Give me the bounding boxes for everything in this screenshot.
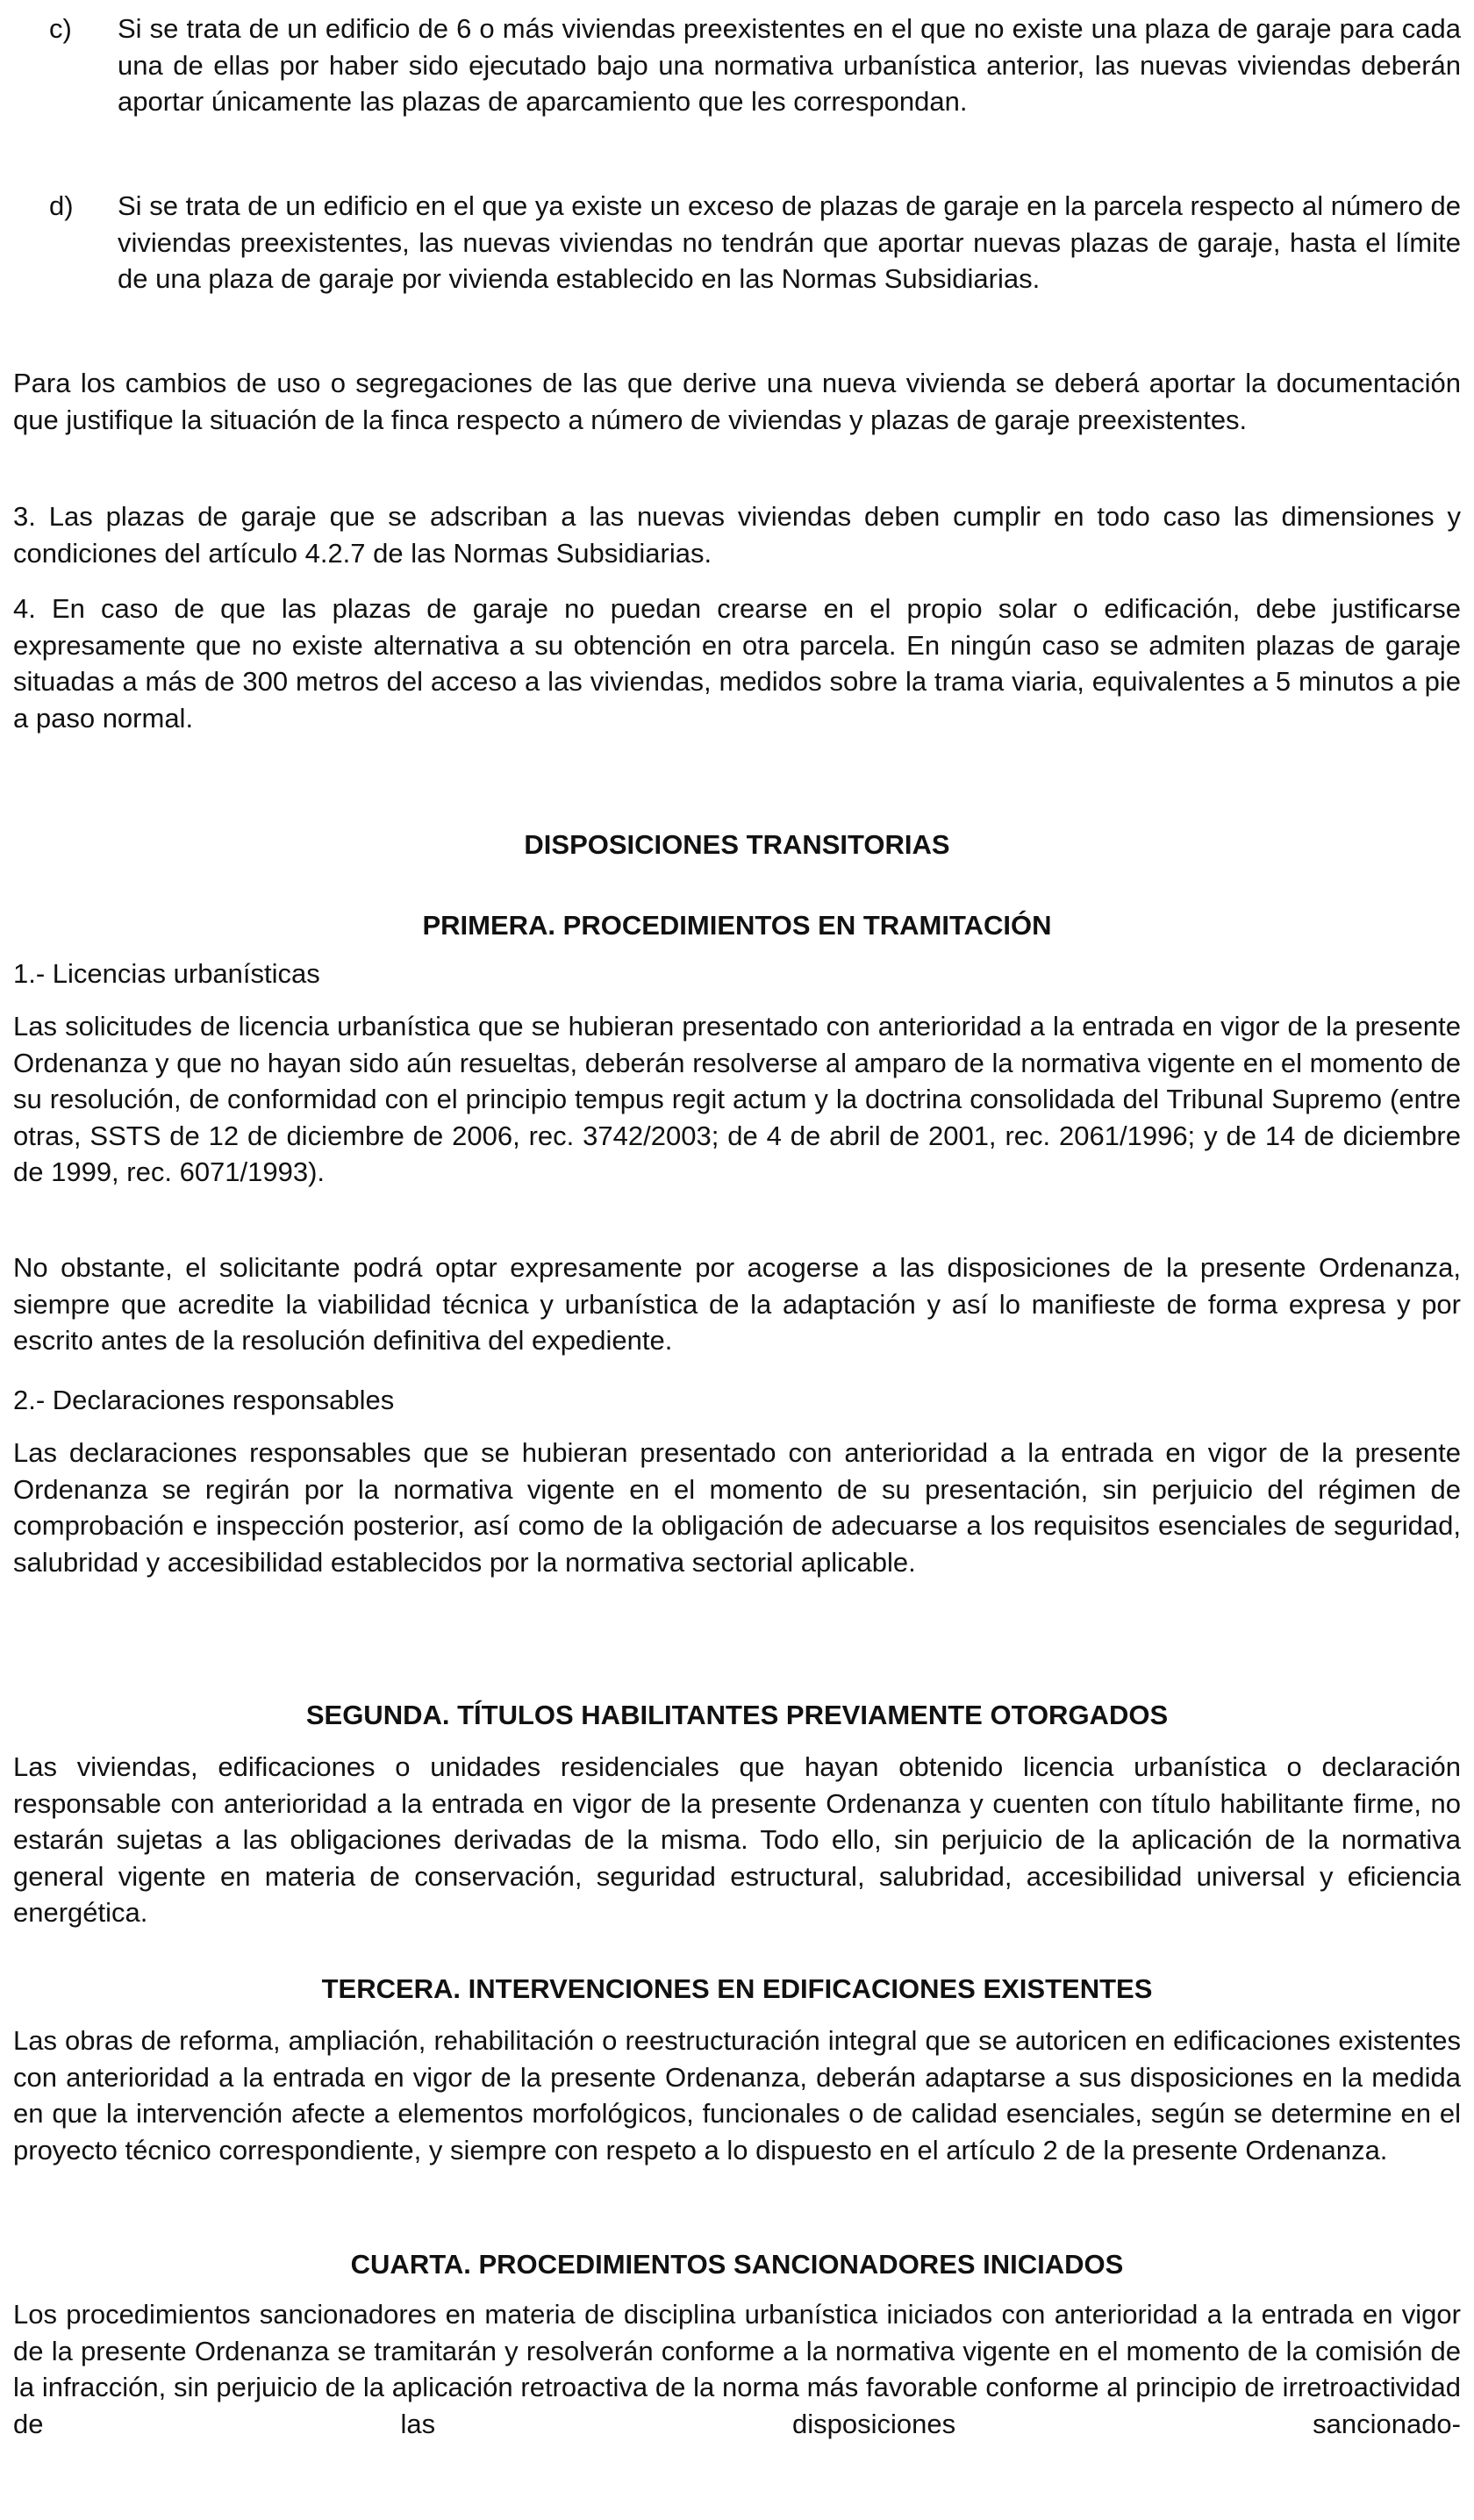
heading-tercera: TERCERA. INTERVENCIONES EN EDIFICACIONES EXISTENTES [321,1973,1153,2004]
heading-segunda: SEGUNDA. TÍTULOS HABILITANTES PREVIAMENTE OTORGADOS [305,1700,1169,1730]
list-label: c) [49,13,72,44]
paragraph: Las obras de reforma, ampliación, rehabilitación o reestructuración integral que se autoricen en edificaciones existentes con anterioridad a la entrada en vigor de la presente Ordenanza, deberán adaptarse a sus disposiciones en la medida en que la intervención afecte a elementos morfológicos, funcionales o de calidad esenciales, según se determine en el proyecto técnico correspondiente, y siempre con respeto a lo dispuesto en el artículo 2 de la presente Ordenanza. [13,2025,1461,2166]
list-text: Si se trata de un edificio en el que ya existe un exceso de plazas de garaje en la parcela respecto al número de viviendas preexistentes, las nuevas viviendas no tendrán que aportar nuevas plazas de garaje, hasta el límite de una plaza de garaje por vivienda establecido en las Normas Subsidiarias. [118,190,1461,295]
heading-cuarta: CUARTA. PROCEDIMIENTOS SANCIONADORES INICIADOS [350,2249,1124,2280]
paragraph-4: 4. En caso de que las plazas de garaje no puedan crearse en el propio solar o edificación, debe justificarse expresamente que no existe alternativa a su obtención en otra parcela. En ningún caso se admiten plazas de garaje situadas a más de 300 metros del acceso a las viviendas, medidos sobre la trama viaria, equivalentes a 5 minutos a pie a paso normal. [13,593,1461,734]
paragraph: Las viviendas, edificaciones o unidades residenciales que hayan obtenido licencia urbanística o declaración responsable con anterioridad a la entrada en vigor de la presente Ordenanza y cuenten con título habilitante firme, no estarán sujetas a las obligaciones derivadas de la misma. Todo ello, sin perjuicio de la aplicación de la normativa general vigente en materia de conservación, seguridad estructural, salubridad, accesibilidad universal y eficiencia energética. [13,1751,1461,1929]
list-label: d) [49,190,74,221]
heading-primera: PRIMERA. PROCEDIMIENTOS EN TRAMITACIÓN [422,910,1052,941]
paragraph-3: 3. Las plazas de garaje que se adscriban a las nuevas viviendas deben cumplir en todo caso las dimensiones y condiciones del artículo 4.2.7 de las Normas Subsidiarias. [13,501,1461,569]
paragraph: Para los cambios de uso o segregaciones de las que derive una nueva vivienda se deberá aportar la documentación que justifique la situación de la finca respecto a número de viviendas y plazas de garaje preexistentes. [13,368,1461,435]
list-text: Si se trata de un edificio de 6 o más viviendas preexistentes en el que no existe una plaza de garaje para cada una de ellas por haber sido ejecutado bajo una normativa urbanística anterior, las nuevas viviendas deberán aportar únicamente las plazas de aparcamiento que les correspondan. [118,13,1461,118]
section-title: DISPOSICIONES TRANSITORIAS [524,829,950,860]
list-item-c [49,11,1461,120]
list-item-d [49,188,1461,297]
subheading: 1.- Licencias urbanísticas [13,958,320,989]
paragraph: No obstante, el solicitante podrá optar expresamente por acogerse a las disposiciones de la presente Ordenanza, siempre que acredite la viabilidad técnica y urbanística de la adaptación y así lo manifieste de forma expresa y por escrito antes de la resolución definitiva del expediente. [13,1252,1461,1357]
paragraph: Los procedimientos sancionadores en materia de disciplina urbanística iniciados con anterioridad a la entrada en vigor de la presente Ordenanza se tramitarán y resolverán conforme a la normativa vigente en el momento de la comisión de la infracción, sin perjuicio de la aplicación retroactiva de la norma más favorable conforme al principio de irretroactividad de las disposiciones sancionado- [13,2299,1461,2439]
paragraph: Las declaraciones responsables que se hubieran presentado con anterioridad a la entrada en vigor de la presente Ordenanza se regirán por la normativa vigente en el momento de su presentación, sin perjuicio del régimen de comprobación e inspección posterior, así como de la obligación de adecuarse a los requisitos esenciales de seguridad, salubridad y accesibilidad establecidos por la normativa sectorial aplicable. [13,1437,1461,1578]
paragraph: Las solicitudes de licencia urbanística que se hubieran presentado con anterioridad a la entrada en vigor de la presente Ordenanza y que no hayan sido aún resueltas, deberán resolverse al amparo de la normativa vigente en el momento de su resolución, de conformidad con el principio tempus regit actum y la doctrina consolidada del Tribunal Supremo (entre otras, SSTS de 12 de diciembre de 2006, rec. 3742/2003; de 4 de abril de 2001, rec. 2061/1996; y de 14 de diciembre de 1999, rec. 6071/1993). [13,1011,1461,1188]
subheading: 2.- Declaraciones responsables [13,1385,395,1415]
